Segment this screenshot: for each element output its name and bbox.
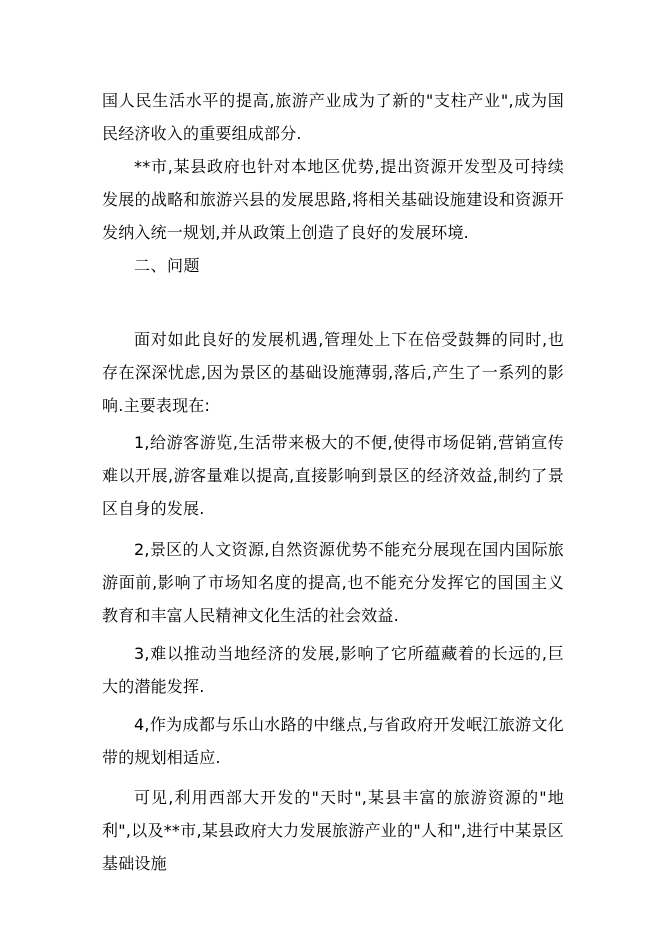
list-item-1: 1,给游客游览,生活带来极大的不便,使得市场促销,营销宣传难以开展,游客量难以提高,直接影响到景区的经济效益,制约了景区自身的发展. [102, 433, 564, 518]
paragraph-conclusion: 可见,利用西部大开发的"天时",某县丰富的旅游资源的"地利",以及**市,某县政府大力发展旅游产业的"人和",进行中某景区基础设施 [102, 788, 564, 873]
section-heading: 二、问题 [134, 256, 201, 275]
list-item-4: 4,作为成都与乐山水路的中继点,与省政府开发岷江旅游文化带的规划相适应. [102, 715, 564, 767]
list-item-2: 2,景区的人文资源,自然资源优势不能充分展现在国内国际旅游面前,影响了市场知名度的提高,也不能充分发挥它的国国主义教育和丰富人民精神文化生活的社会效益. [102, 540, 564, 625]
list-item-3: 3,难以推动当地经济的发展,影响了它所蕴藏着的长远的,巨大的潜能发挥. [102, 644, 564, 696]
paragraph-continuation: 国人民生活水平的提高,旅游产业成为了新的"支柱产业",成为国民经济收入的重要组成部分. [102, 91, 564, 143]
paragraph-policy: **市,某县政府也针对本地区优势,提出资源开发型及可持续发展的战略和旅游兴县的发展思路,将相关基础设施建设和资源开发纳入统一规划,并从政策上创造了良好的发展环境. [102, 157, 564, 242]
paragraph-problem-intro: 面对如此良好的发展机遇,管理处上下在倍受鼓舞的同时,也存在深深忧虑,因为景区的基础设施薄弱,落后,产生了一系列的影响.主要表现在: [102, 330, 564, 415]
